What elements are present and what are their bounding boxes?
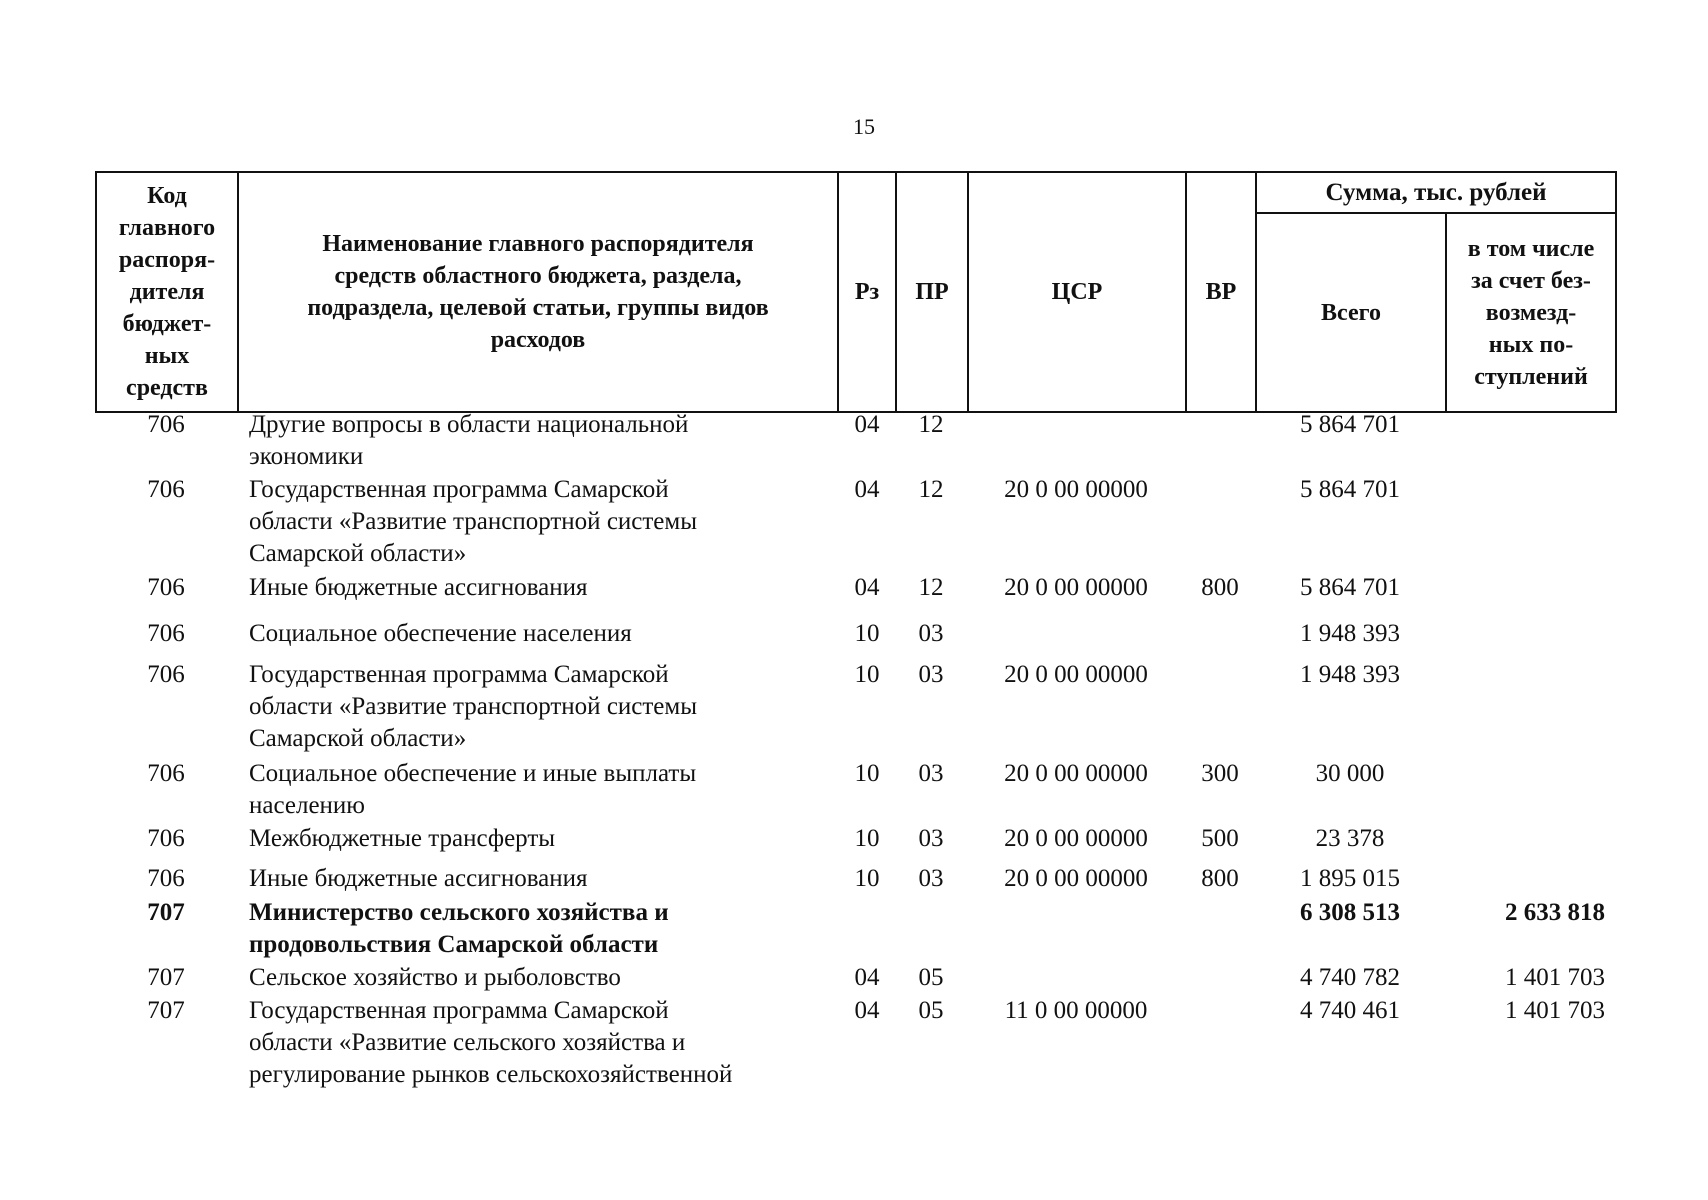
row-csr: 20 0 00 00000	[1004, 760, 1148, 787]
row-pr: 12	[918, 411, 944, 438]
row-vr: 300	[1201, 760, 1239, 787]
row-code: 706	[147, 411, 185, 438]
row-code: 706	[147, 574, 185, 601]
row-vr: 500	[1201, 825, 1239, 852]
row-name: Министерство сельского хозяйства и продовольствия Самарской области	[249, 899, 669, 958]
row-rz: 04	[854, 476, 880, 503]
row-total: 5 864 701	[1300, 574, 1400, 601]
row-name: Государственная программа Самарской области «Развитие транспортной системы Самарской области»	[249, 476, 698, 567]
row-total: 5 864 701	[1300, 476, 1400, 503]
row-rz: 04	[854, 411, 880, 438]
row-code: 706	[147, 760, 185, 787]
page-number: 15	[853, 114, 875, 139]
row-pr: 03	[918, 825, 944, 852]
row-name: Другие вопросы в области национальной экономики	[249, 411, 689, 470]
header-csr: ЦСР	[967, 173, 1185, 411]
row-code: 706	[147, 661, 185, 688]
row-total: 23 378	[1315, 825, 1385, 852]
row-free: 1 401 703	[1505, 997, 1605, 1024]
header-vr: ВР	[1185, 173, 1255, 411]
row-name: Государственная программа Самарской области «Развитие транспортной системы Самарской области»	[249, 661, 698, 752]
row-rz: 04	[854, 964, 880, 991]
row-pr: 03	[918, 865, 944, 892]
header-total: Всего	[1255, 214, 1445, 411]
row-code: 707	[147, 964, 185, 991]
row-total: 1 948 393	[1300, 661, 1400, 688]
table-header	[95, 171, 1617, 413]
row-pr: 05	[918, 964, 944, 991]
row-rz: 10	[854, 620, 880, 647]
header-free: в том числе за счет без- возмезд- ных по- ступлений	[1445, 214, 1617, 411]
row-total: 4 740 782	[1300, 964, 1400, 991]
row-code: 707	[147, 899, 185, 926]
row-free: 2 633 818	[1505, 899, 1605, 926]
row-total: 5 864 701	[1300, 411, 1400, 438]
row-total: 30 000	[1315, 760, 1385, 787]
row-vr: 800	[1201, 574, 1239, 601]
row-csr: 11 0 00 00000	[1004, 997, 1148, 1024]
row-code: 706	[147, 865, 185, 892]
row-pr: 12	[918, 574, 944, 601]
row-pr: 03	[918, 661, 944, 688]
row-name: Социальное обеспечение и иные выплаты населению	[249, 760, 697, 819]
row-pr: 03	[918, 760, 944, 787]
row-name: Иные бюджетные ассигнования	[249, 574, 588, 601]
row-pr: 05	[918, 997, 944, 1024]
row-code: 706	[147, 620, 185, 647]
row-total: 6 308 513	[1300, 899, 1400, 926]
row-total: 1 895 015	[1300, 865, 1400, 892]
row-name: Иные бюджетные ассигнования	[249, 865, 588, 892]
row-rz: 10	[854, 661, 880, 688]
row-rz: 04	[854, 997, 880, 1024]
row-name: Межбюджетные трансферты	[249, 825, 556, 852]
row-rz: 04	[854, 574, 880, 601]
row-name: Сельское хозяйство и рыболовство	[249, 964, 621, 991]
row-name: Государственная программа Самарской области «Развитие сельского хозяйства и регулирование рынков сельскохозяйственной	[249, 997, 733, 1088]
row-csr: 20 0 00 00000	[1004, 661, 1148, 688]
header-sum-title: Сумма, тыс. рублей	[1255, 173, 1617, 214]
header-name: Наименование главного распорядителя средств областного бюджета, раздела, подраздела, целевой статьи, группы видов расходов	[237, 173, 837, 411]
header-code: Код главного распоря- дителя бюджет- ных средств	[95, 173, 237, 411]
row-vr: 800	[1201, 865, 1239, 892]
row-free: 1 401 703	[1505, 964, 1605, 991]
row-code: 706	[147, 825, 185, 852]
header-rz: Рз	[837, 173, 895, 411]
row-total: 4 740 461	[1300, 997, 1400, 1024]
row-code: 707	[147, 997, 185, 1024]
header-pr: ПР	[895, 173, 967, 411]
row-rz: 10	[854, 760, 880, 787]
row-name: Социальное обеспечение населения	[249, 620, 632, 647]
row-csr: 20 0 00 00000	[1004, 825, 1148, 852]
row-rz: 10	[854, 825, 880, 852]
row-csr: 20 0 00 00000	[1004, 476, 1148, 503]
row-csr: 20 0 00 00000	[1004, 574, 1148, 601]
row-pr: 12	[918, 476, 944, 503]
row-code: 706	[147, 476, 185, 503]
row-rz: 10	[854, 865, 880, 892]
row-total: 1 948 393	[1300, 620, 1400, 647]
row-pr: 03	[918, 620, 944, 647]
row-csr: 20 0 00 00000	[1004, 865, 1148, 892]
